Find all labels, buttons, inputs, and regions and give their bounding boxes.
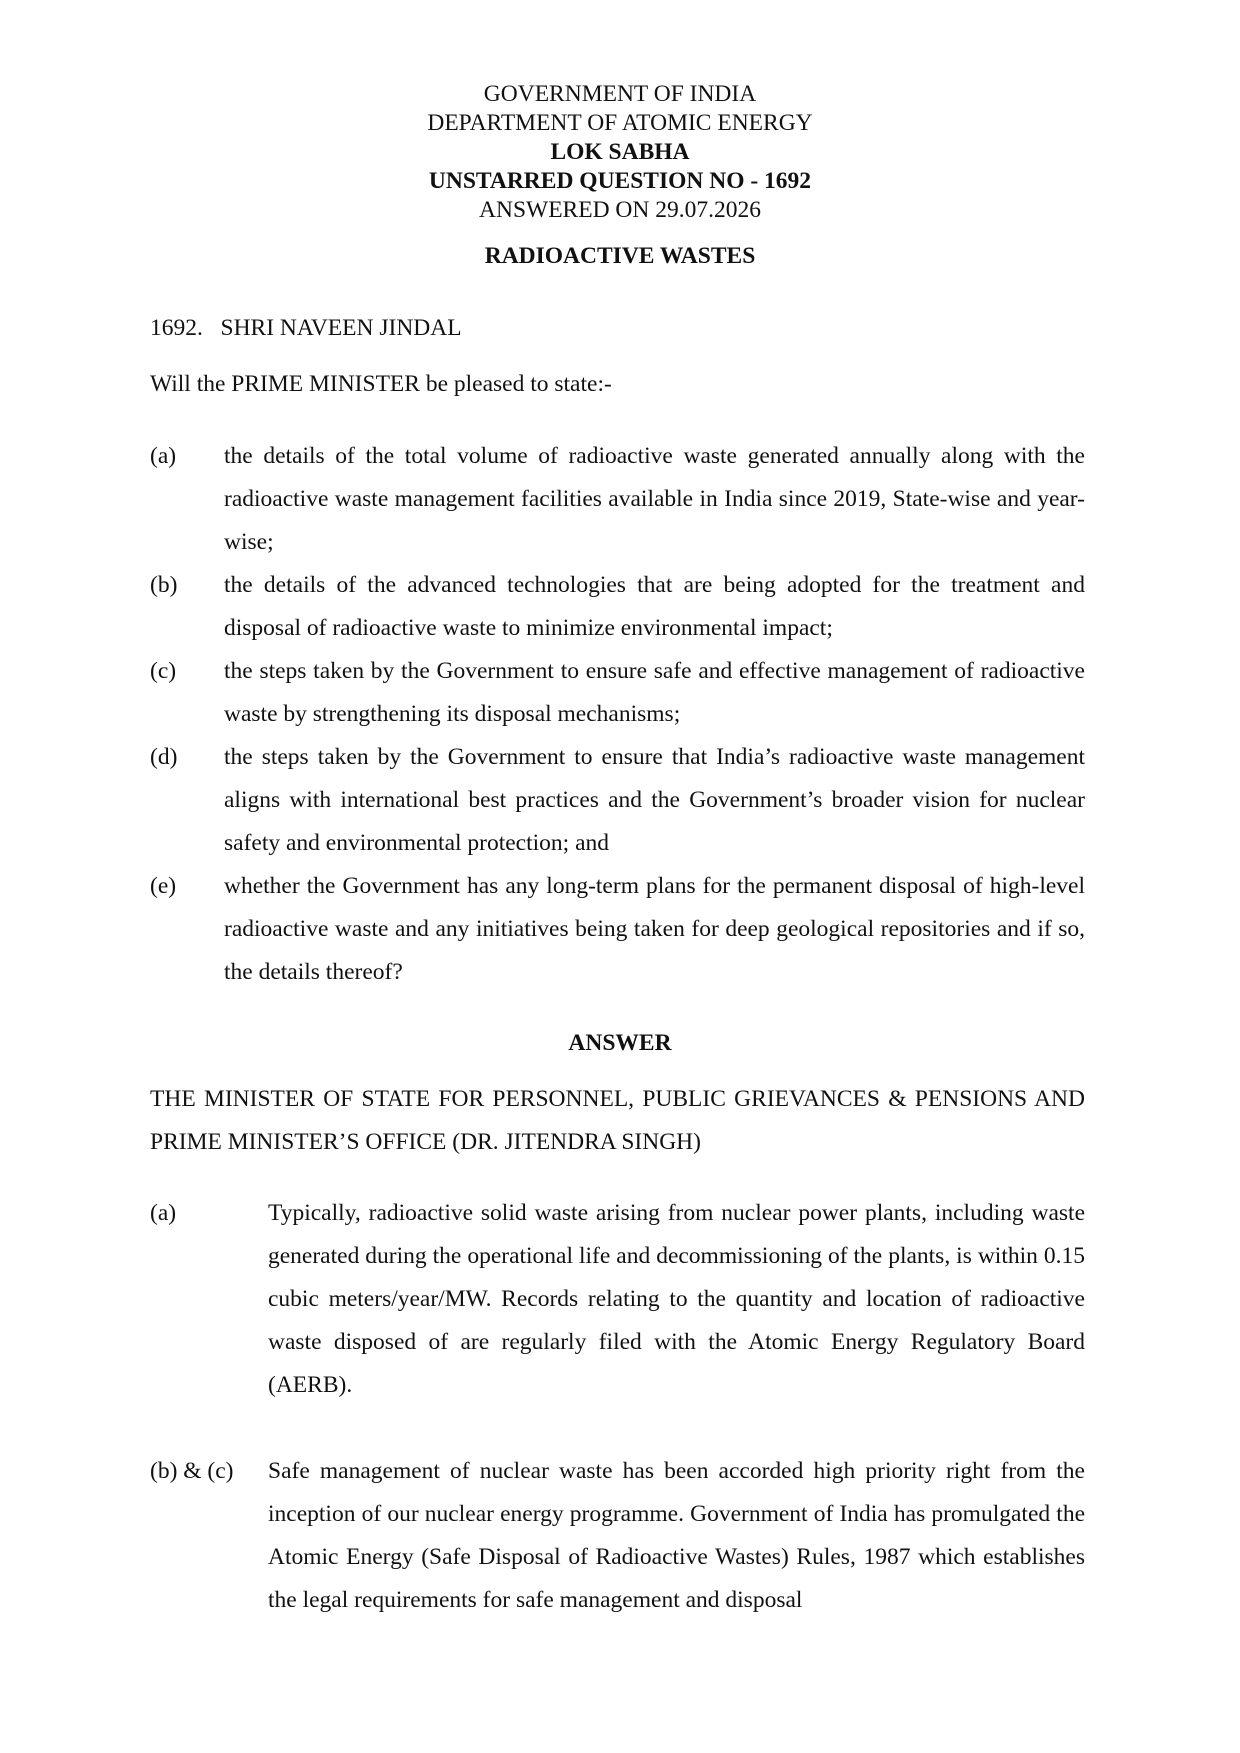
question-intro: Will the PRIME MINISTER be pleased to state:- xyxy=(150,371,612,397)
document-header xyxy=(0,80,1240,225)
answer-minister: THE MINISTER OF STATE FOR PERSONNEL, PUBLIC GRIEVANCES & PENSIONS AND PRIME MINISTER’S OFFICE (DR. JITENDRA SINGH) xyxy=(150,1086,1085,1155)
question-item-text: the details of the total volume of radioactive waste generated annually along with the radioactive waste management facilities available in India since 2019, State-wise and year-wise; xyxy=(224,443,1085,555)
question-member: 1692. SHRI NAVEEN JINDAL xyxy=(150,315,462,341)
question-item-text: the steps taken by the Government to ensure that India’s radioactive waste management aligns with international best practices and the Government’s broader vision for nuclear safety and environmental protection; and xyxy=(224,744,1085,856)
question-item-text: the details of the advanced technologies that are being adopted for the treatment and disposal of radioactive waste to minimize environmental impact; xyxy=(224,572,1085,641)
header-answered-date: ANSWERED ON 29.07.2026 xyxy=(479,197,761,223)
question-item-label: (c) xyxy=(150,658,177,684)
header-house: LOK SABHA xyxy=(550,139,690,165)
question-item-label: (e) xyxy=(150,873,177,899)
answer-item-label: (b) & (c) xyxy=(150,1458,234,1484)
question-item-label: (d) xyxy=(150,744,178,770)
question-item-label: (b) xyxy=(150,572,178,598)
question-item-label: (a) xyxy=(150,443,177,469)
question-item-text: the steps taken by the Government to ensure safe and effective management of radioactive waste by strengthening its disposal mechanisms; xyxy=(224,658,1085,727)
header-question-number: UNSTARRED QUESTION NO - 1692 xyxy=(428,168,812,194)
answer-item-label: (a) xyxy=(150,1200,177,1226)
header-government: GOVERNMENT OF INDIA xyxy=(483,81,757,107)
question-item-text: whether the Government has any long-term plans for the permanent disposal of high-level radioactive waste and any initiatives being taken for deep geological repositories and if so, the details thereof? xyxy=(224,873,1085,985)
answer-item-text: Typically, radioactive solid waste arising from nuclear power plants, including waste generated during the operational life and decommissioning of the plants, is within 0.15 cubic meters/year/MW. Records relating to the quantity and location of radioactive waste disposed of are regularly filed with the Atomic Energy Regulatory Board (AERB). xyxy=(268,1200,1085,1398)
header-department: DEPARTMENT OF ATOMIC ENERGY xyxy=(427,110,813,136)
answer-item-text: Safe management of nuclear waste has been accorded high priority right from the inception of our nuclear energy programme. Government of India has promulgated the Atomic Energy (Safe Disposal of Radioactive Wastes) Rules, 1987 which establishes the legal requirements for safe management and disposal xyxy=(268,1458,1085,1613)
answer-heading: ANSWER xyxy=(568,1030,672,1056)
document-subject: RADIOACTIVE WASTES xyxy=(484,243,756,269)
